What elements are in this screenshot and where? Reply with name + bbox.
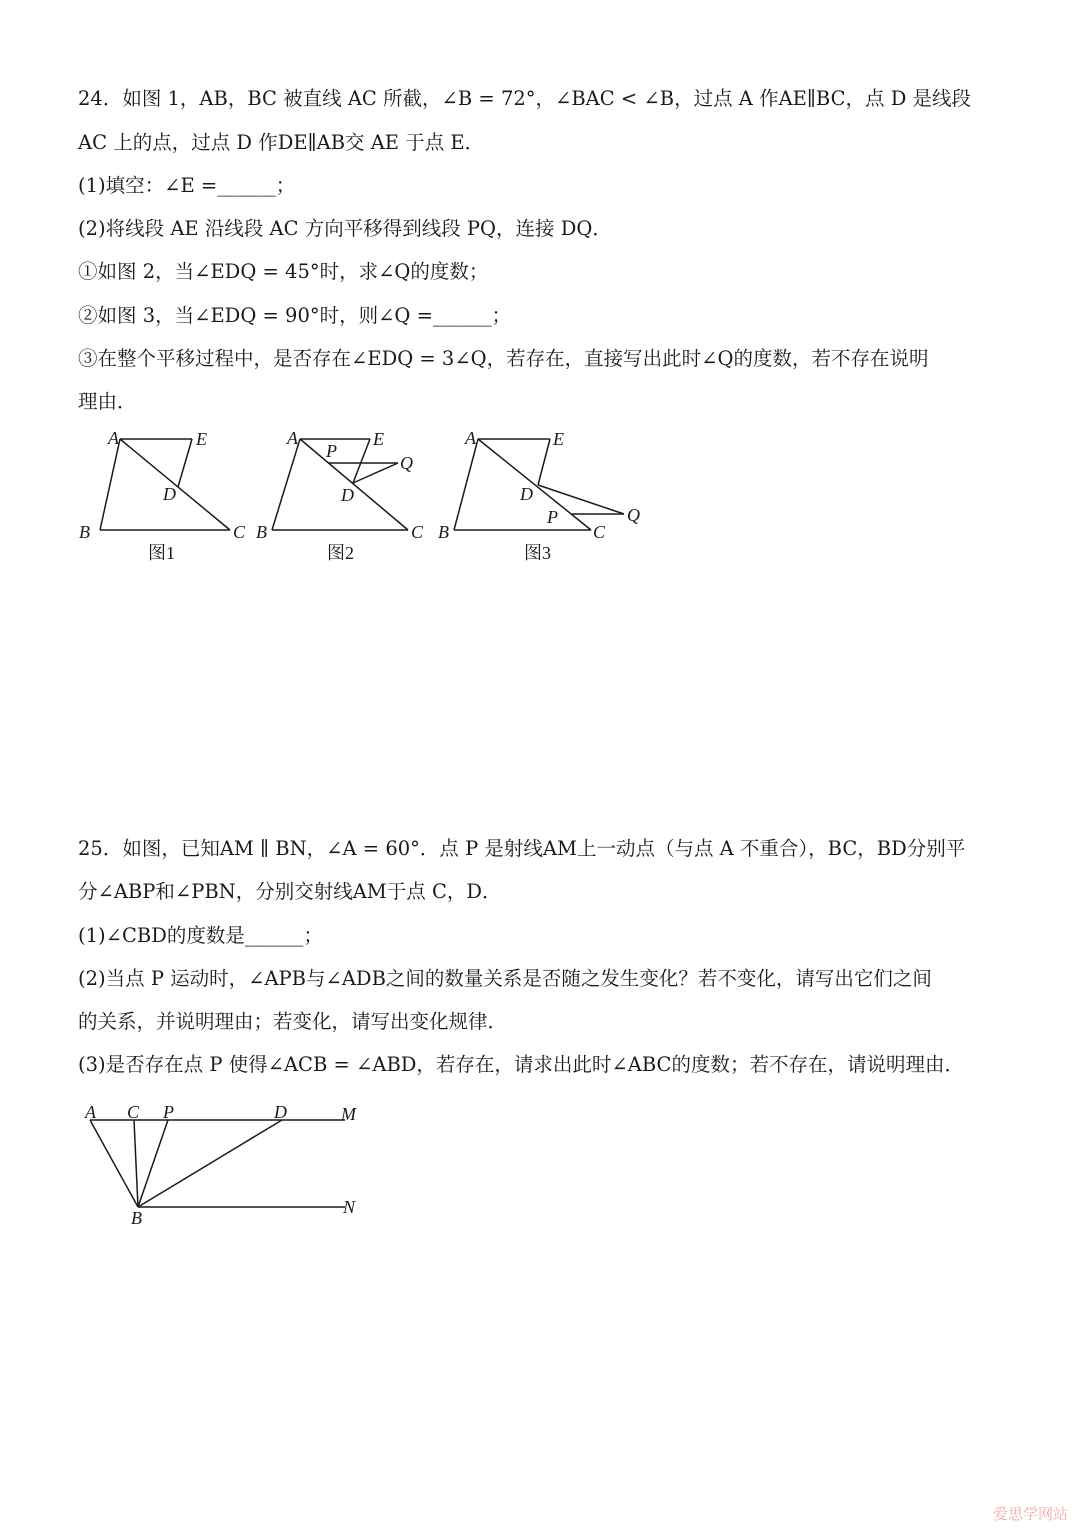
q25-line-2: 分∠ABP和∠PBN，分别交射线AM于点 C，D．	[78, 880, 502, 903]
fig2-label-D: D	[341, 485, 354, 505]
fig2-label-B: B	[256, 522, 267, 542]
fig3-label-P: P	[547, 507, 558, 527]
figure-3	[432, 425, 652, 570]
fig2-label-P: P	[326, 441, 337, 461]
fig25-label-D: D	[274, 1102, 287, 1122]
figure-1	[70, 425, 260, 570]
q24-line-8: 理由．	[78, 390, 137, 413]
fig1-label-D: D	[163, 484, 176, 504]
fig1-label-B: B	[79, 522, 90, 542]
fig3-label-Q: Q	[627, 505, 640, 525]
q24-line-7: ③在整个平移过程中，是否存在∠EDQ = 3∠Q，若存在，直接写出此时∠Q的度数，若不存在说明	[78, 347, 929, 370]
q25-line-1: 25．如图，已知AM ∥ BN，∠A = 60°．点 P 是射线AM上一动点（与点 A 不重合），BC，BD分别平	[78, 837, 966, 860]
fig25-label-C: C	[127, 1102, 140, 1122]
fig1-caption: 图1	[148, 543, 175, 563]
fig2-label-E: E	[373, 429, 384, 449]
q25-line-6: (3)是否存在点 P 使得∠ACB = ∠ABD，若存在，请求出此时∠ABC的度数；若不存在，请说明理由．	[78, 1053, 964, 1076]
fig25-label-N: N	[343, 1197, 356, 1217]
fig3-label-A: A	[465, 428, 476, 448]
q25-line-5: 的关系，并说明理由；若变化，请写出变化规律．	[78, 1010, 508, 1033]
fig25-label-M: M	[341, 1104, 356, 1124]
fig25-label-B: B	[131, 1208, 142, 1228]
q24-line-6: ②如图 3，当∠EDQ = 90°时，则∠Q =______；	[78, 304, 511, 327]
q24-line-5: ①如图 2，当∠EDQ = 45°时，求∠Q的度数；	[78, 260, 489, 283]
fig25-label-P: P	[163, 1102, 174, 1122]
figure-2	[250, 425, 440, 570]
q24-line-3: (1)填空：∠E =______；	[78, 174, 296, 197]
fig2-label-C: C	[411, 522, 424, 542]
q25-line-3: (1)∠CBD的度数是______；	[78, 924, 323, 947]
figure-q25	[75, 1095, 375, 1235]
fig3-caption: 图3	[524, 543, 551, 563]
fig2-label-Q: Q	[400, 453, 413, 473]
fig3-label-E: E	[553, 429, 564, 449]
fig1-label-A: A	[108, 428, 119, 448]
fig2-label-A: A	[287, 428, 298, 448]
q24-line-4: (2)将线段 AE 沿线段 AC 方向平移得到线段 PQ，连接 DQ．	[78, 217, 612, 240]
fig3-label-C: C	[593, 522, 606, 542]
q24-line-1: 24．如图 1，AB，BC 被直线 AC 所截，∠B = 72°，∠BAC < ∠B，过点 A 作AE∥BC，点 D 是线段	[78, 87, 972, 110]
fig3-label-D: D	[520, 484, 533, 504]
fig3-label-B: B	[438, 522, 449, 542]
q25-line-4: (2)当点 P 运动时，∠APB与∠ADB之间的数量关系是否随之发生变化？若不变化，请写出它们之间	[78, 967, 932, 990]
fig2-caption: 图2	[327, 543, 354, 563]
fig1-label-E: E	[196, 429, 207, 449]
fig1-label-C: C	[233, 522, 246, 542]
q24-line-2: AC 上的点，过点 D 作DE∥AB交 AE 于点 E．	[78, 131, 485, 154]
watermark: 爱思学网站	[992, 1505, 1068, 1523]
fig25-label-A: A	[85, 1102, 96, 1122]
